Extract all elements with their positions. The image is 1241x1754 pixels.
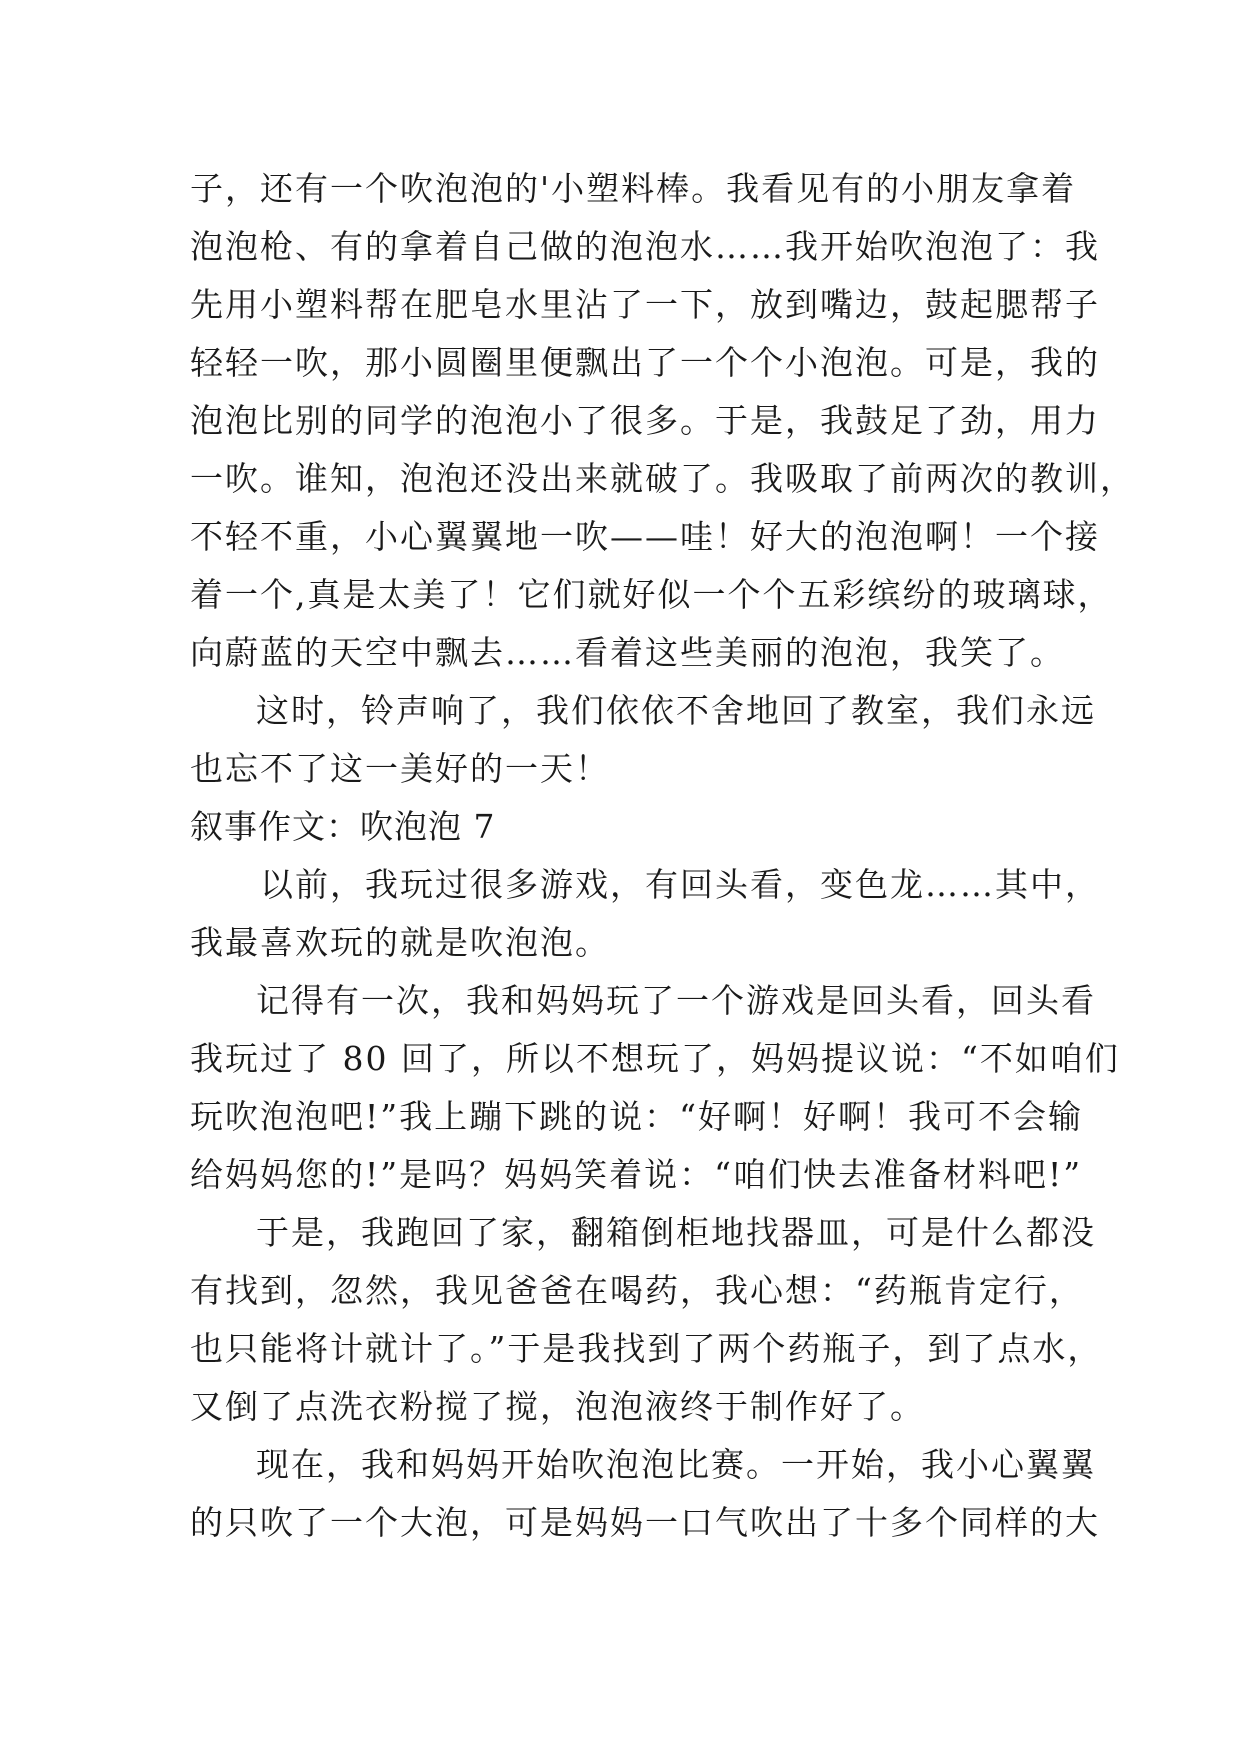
text-line: 我玩过了 80 回了，所以不想玩了，妈妈提议说：“不如咱们 (190, 1039, 1120, 1078)
section-heading: 叙事作文：吹泡泡 7 (190, 807, 496, 846)
text-line: 给妈妈您的!”是吗？妈妈笑着说：“咱们快去准备材料吧!” (190, 1155, 1083, 1194)
text-line: 的只吹了一个大泡，可是妈妈一口气吹出了十多个同样的大 (190, 1503, 1100, 1542)
text-line: 也忘不了这一美好的一天！ (190, 749, 610, 788)
essay-text (190, 160, 1135, 1552)
text-line: 不轻不重，小心翼翼地一吹——哇！好大的泡泡啊！一个接 (190, 517, 1100, 556)
text-line: 于是，我跑回了家，翻箱倒柜地找器皿，可是什么都没 (256, 1213, 1096, 1252)
text-line: 我最喜欢玩的就是吹泡泡。 (190, 923, 610, 962)
text-line: 泡泡枪、有的拿着自己做的泡泡水……我开始吹泡泡了：我 (190, 227, 1100, 266)
text-line: 以前，我玩过很多游戏，有回头看，变色龙……其中， (260, 865, 1100, 904)
text-line: 现在，我和妈妈开始吹泡泡比赛。一开始，我小心翼翼 (256, 1445, 1096, 1484)
text-line: 轻轻一吹，那小圆圈里便飘出了一个个小泡泡。可是，我的 (190, 343, 1100, 382)
text-line: 着一个,真是太美了！它们就好似一个个五彩缤纷的玻璃球， (190, 575, 1113, 614)
text-line: 子，还有一个吹泡泡的'小塑料棒。我看见有的小朋友拿着 (190, 169, 1077, 208)
text-line: 记得有一次，我和妈妈玩了一个游戏是回头看，回头看 (256, 981, 1096, 1020)
text-line: 玩吹泡泡吧!”我上蹦下跳的说：“好啊！好啊！我可不会输 (190, 1097, 1084, 1136)
text-line: 也只能将计就计了。”于是我找到了两个药瓶子，到了点水， (190, 1329, 1103, 1368)
text-line: 泡泡比别的同学的泡泡小了很多。于是，我鼓足了劲，用力 (190, 401, 1100, 440)
text-line: 这时，铃声响了，我们依依不舍地回了教室，我们永远 (256, 691, 1096, 730)
text-line: 先用小塑料帮在肥皂水里沾了一下，放到嘴边，鼓起腮帮子 (190, 285, 1100, 324)
text-line: 有找到，忽然，我见爸爸在喝药，我心想：“药瓶肯定行， (190, 1271, 1084, 1310)
text-line: 又倒了点洗衣粉搅了搅，泡泡液终于制作好了。 (190, 1387, 925, 1426)
text-line: 向蔚蓝的天空中飘去……看着这些美丽的泡泡，我笑了。 (190, 633, 1065, 672)
text-line: 一吹。谁知，泡泡还没出来就破了。我吸取了前两次的教训， (190, 459, 1135, 498)
